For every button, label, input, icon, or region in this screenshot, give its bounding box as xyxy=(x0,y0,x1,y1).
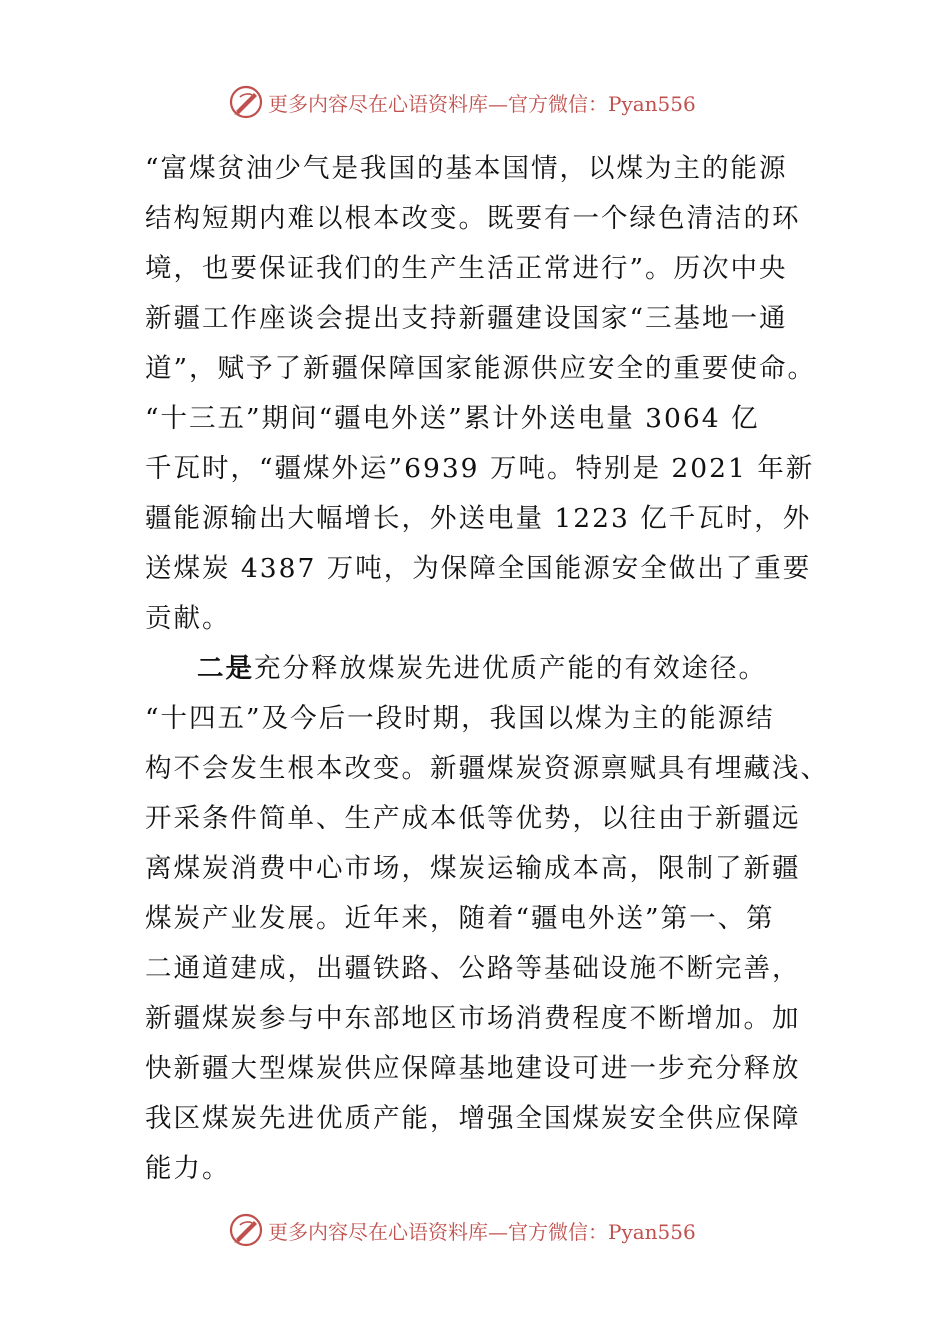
text-line: 离煤炭消费中心市场，煤炭运输成本高，限制了新疆 xyxy=(145,853,801,884)
text-line: 开采条件简单、生产成本低等优势，以往由于新疆远 xyxy=(145,803,801,834)
text-line: 贡献。 xyxy=(145,603,231,634)
header-banner-text: 更多内容尽在心语资料库—官方微信：Pyan556 xyxy=(268,91,696,116)
text-line: 结构短期内难以根本改变。既要有一个绿色清洁的环 xyxy=(145,203,801,234)
pen-quill-logo-icon xyxy=(228,1212,264,1248)
text-line: 疆能源输出大幅增长，外送电量 1223 亿千瓦时，外 xyxy=(145,503,812,534)
paragraph-2 xyxy=(145,644,829,1194)
text-line: 新疆工作座谈会提出支持新疆建设国家“三基地一通 xyxy=(145,303,788,334)
text-line: “十四五”及今后一段时期，我国以煤为主的能源结 xyxy=(145,703,775,734)
paragraph-2-lead: 二是 xyxy=(197,653,254,684)
text-line: “富煤贫油少气是我国的基本国情，以煤为主的能源 xyxy=(145,153,788,184)
text-line: 送煤炭 4387 万吨，为保障全国能源安全做出了重要 xyxy=(145,553,812,584)
pen-quill-logo-icon xyxy=(228,84,264,120)
text-line: 我区煤炭先进优质产能，增强全国煤炭安全供应保障 xyxy=(145,1103,801,1134)
paragraph-2-first-rest: 充分释放煤炭先进优质产能的有效途径。 xyxy=(254,653,767,684)
text-line: “十三五”期间“疆电外送”累计外送电量 3064 亿 xyxy=(145,403,760,434)
footer-banner-text: 更多内容尽在心语资料库—官方微信：Pyan556 xyxy=(268,1219,696,1244)
text-line: 二通道建成，出疆铁路、公路等基础设施不断完善， xyxy=(145,953,801,984)
text-line: 能力。 xyxy=(145,1153,231,1184)
text-line: 道”，赋予了新疆保障国家能源供应安全的重要使命。 xyxy=(145,353,817,384)
text-line: 境，也要保证我们的生产生活正常进行”。历次中央 xyxy=(145,253,788,284)
paragraph-1 xyxy=(145,144,815,644)
text-line: 快新疆大型煤炭供应保障基地建设可进一步充分释放 xyxy=(145,1053,801,1084)
header-banner xyxy=(228,82,696,122)
text-line: 千瓦时，“疆煤外运”6939 万吨。特别是 2021 年新 xyxy=(145,453,815,484)
document-body xyxy=(145,144,829,1194)
text-line: 新疆煤炭参与中东部地区市场消费程度不断增加。加 xyxy=(145,1003,801,1034)
paragraph-2-first-line xyxy=(145,644,815,694)
text-line: 煤炭产业发展。近年来，随着“疆电外送”第一、第 xyxy=(145,903,775,934)
footer-banner xyxy=(228,1210,696,1250)
text-line: 构不会发生根本改变。新疆煤炭资源禀赋具有埋藏浅、 xyxy=(145,753,829,784)
